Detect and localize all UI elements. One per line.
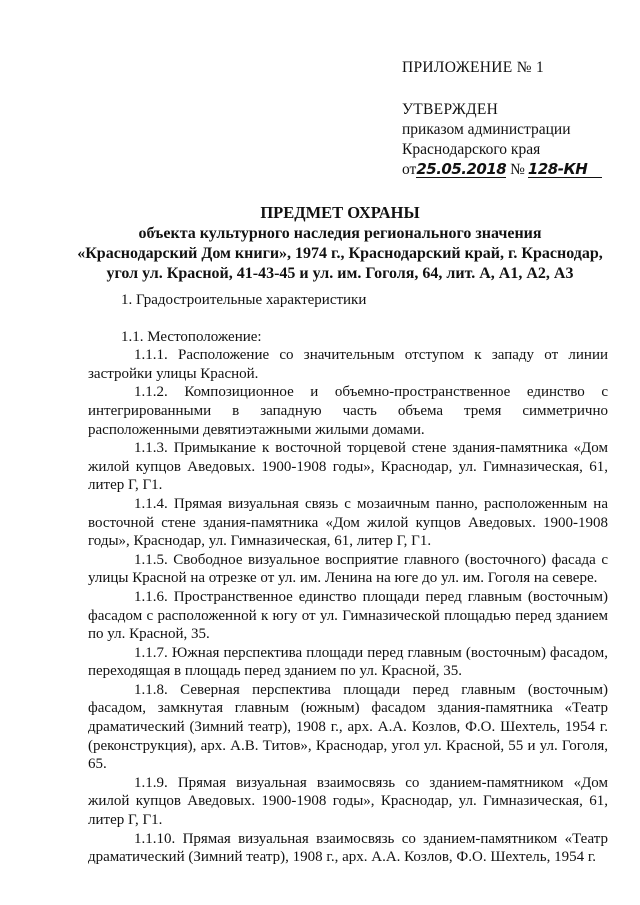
heading-line-2: «Краснодарский Дом книги», 1974 г., Краснодарский край, г. Краснодар, [77,245,603,262]
item-number: 1.1.8. [134,681,168,698]
list-item [88,439,608,495]
item-number: 1.1.10. [134,830,176,847]
document-body [88,291,608,867]
item-number: 1.1.6. [134,588,168,605]
item-number: 1.1.4. [134,495,168,512]
section-title: 1. Градостроительные характеристики [121,292,367,308]
item-text: Прямая визуальная взаимосвязь со зданием-памятником «Дом жилой купцов Аведовых. 1900-1908 годы», Краснодар, ул. Гимназическая, 61, литер Г, Г1. [88,774,609,829]
item-number: 1.1.7. [134,644,168,661]
approved-region-line: Краснодарского края [402,141,541,158]
document-heading [60,203,620,284]
handwritten-date: 25.05.2018 [416,160,507,178]
list-item [88,346,608,383]
approval-block [402,58,632,180]
list-item [88,383,608,439]
list-item [88,681,608,774]
list-item [88,551,608,588]
order-date-line [402,160,632,180]
approved-title: УТВЕРЖДЕН [402,101,499,118]
item-text: Прямая визуальная связь с мозаичным панно, расположенным на восточной стене здания-памятника «Дом жилой купцов Аведовых. 1900-1908 годы», Краснодар, ул. Гимназическая, 61, литер Г, Г1. [88,495,608,550]
item-text: Композиционное и объемно-пространственное единство с интегрированными в западную часть объема тремя симметрично расположенными девятиэтажными жилыми домами. [88,384,608,438]
item-number: 1.1.3. [134,440,168,457]
appendix-title: ПРИЛОЖЕНИЕ № 1 [402,59,545,76]
number-prefix: № [510,161,525,178]
item-number: 1.1.1. [134,347,168,364]
date-prefix: от [402,161,417,178]
heading-line-1: объекта культурного наследия регионального значения [138,225,542,242]
item-text: Пространственное единство площади перед главным (восточным) фасадом с расположенной к югу от ул. Гимназической площадью перед зданием по ул. Красной, 35. [88,588,609,643]
handwritten-order-number: 128-КН [528,161,602,178]
item-text: Южная перспектива площади перед главным (восточным) фасадом, переходящая в площадь перед зданием по ул. Красной, 35. [88,644,608,680]
heading-line-3: угол ул. Красной, 41-43-45 и ул. им. Гоголя, 64, лит. А, А1, А2, А3 [106,265,574,282]
heading-title: ПРЕДМЕТ ОХРАНЫ [260,203,420,222]
item-text: Свободное визуальное восприятие главного (восточного) фасада с улицы Красной на отрезке от ул. им. Ленина на юге до ул. им. Гоголя на севере. [88,551,609,587]
list-item [88,495,608,551]
subsection-title: 1.1. Местоположение: [121,328,262,345]
item-text: Примыкание к восточной торцевой стене здания-памятника «Дом жилой купцов Аведовых. 1900-1908 годы», Краснодар, ул. Гимназическая, 61, литер Г, Г1. [88,440,608,494]
item-text: Прямая визуальная взаимосвязь со зданием-памятником «Театр драматический (Зимний театр), 1908 г., арх. А.А. Козлов, Ф.О. Шехтель, 1954 г. [88,830,609,866]
item-number: 1.1.9. [134,774,168,791]
list-item [88,774,608,830]
item-text: Расположение со значительным отступом к западу от линии застройки улицы Красной. [88,347,608,382]
approved-by-line: приказом администрации [402,121,571,138]
item-number: 1.1.2. [134,384,168,401]
list-item [88,588,608,644]
list-item [88,830,608,867]
list-item [88,644,608,681]
item-text: Северная перспектива площади перед главным (восточным) фасадом, замкнутая главным (южным) фасадом здания-памятника «Театр драматический (Зимний театр), 1908 г., арх. А.А. Козлов, Ф.О. Шехтель, 1954 г. (реконструкция), арх. А.В. Титов», Краснодар, угол ул. Красной, 55 и ул. Гоголя, 65. [88,681,608,773]
item-number: 1.1.5. [134,551,168,568]
